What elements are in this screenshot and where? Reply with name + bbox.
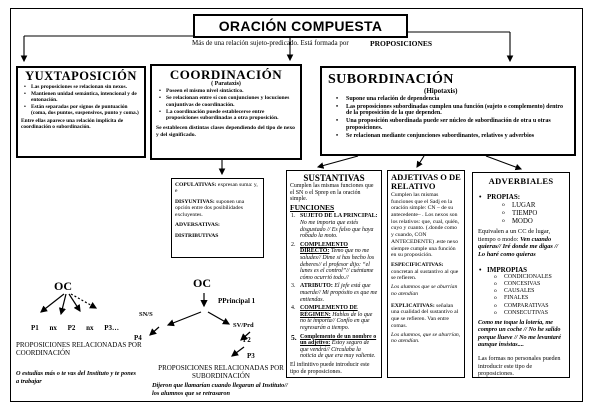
coordinacion-title: COORDINACIÓN [169, 67, 283, 82]
coordinacion-subtitle: ( Parataxis) [211, 81, 241, 87]
section-term: EXPLICATIVAS: [391, 302, 435, 309]
page-title: ORACIÓN COMPUESTA [218, 18, 383, 34]
adjetivas-section [391, 262, 461, 298]
tree-subordinacion-example: Dijeron que llamarían cuando llegaran al Instituto// los alumnos que se retrasaron [152, 382, 288, 397]
item-example: Estoy seguro de que vendrá// Circulaba la noticia de que era muy valiente. [300, 340, 376, 360]
term-label: ADVERSATIVAS: [175, 222, 220, 229]
bullet-item: • Las proposiciones se relacionan sin nexos. [24, 84, 141, 90]
bullet-item: • Se relacionan mediante conjunciones subordinantes, relativos y adverbios [336, 133, 568, 140]
section-text: concretan al sustantivo al que se refieren. [391, 268, 459, 282]
impropias-example: Como me toque la lotería, me compro un coche // No he salido porque llueve // No me levantaré aunque insistas.... [478, 318, 562, 348]
propias-label: • PROPIAS: [478, 193, 564, 201]
yuxtaposicion-bullets [24, 84, 141, 116]
adverbiales-title: ADVERBIALES [488, 176, 554, 186]
subtitle-text: Más de una relación sujeto-predicado. Está formada por [192, 39, 349, 47]
tree-leaf: P2 [67, 324, 76, 332]
impropias-item: o CONSECUTIVAS [494, 310, 564, 317]
subordinacion-bullets [336, 96, 568, 139]
impropias-item: o FINALES [494, 295, 564, 302]
adjetivas-intro: Cumplen las mismas funciones que el Sadj en la oración simple: CN – de su antecedente– . Los nexos son los relativos: que, cual, quién, cuyo y cuanto. (.donde como y cuando, CON ANTECEDENTE) .este nexo siempre cumple una función en su proposición. [391, 191, 460, 259]
funcion-item [290, 242, 378, 282]
item-number: 1. [291, 213, 296, 220]
propias-item: o TIEMPO [502, 210, 564, 218]
tree-subordinacion-root: OC [193, 276, 211, 290]
item-number: 5. [291, 332, 297, 342]
section-example: Los alumnos, que se aburrían, no atendían. [391, 331, 461, 345]
tree-node-svprd: SV/Prd [233, 322, 254, 329]
item-label: ATRIBUTO: [300, 283, 333, 290]
tree-coordinacion-caption: PROPOSICIONES RELACIONADAS POR COORDINACIÓN [16, 341, 142, 358]
coordinacion-footer: Se establecen distintas clases dependiendo del tipo de nexo y del significado. [156, 125, 295, 138]
section-text: señalan una cualidad del sustantivo al que se refieren. Van entre comas. [391, 302, 459, 329]
item-example: El jefe está que muerde// Mi propósito es que me entiendas. [300, 283, 378, 303]
funcion-item [290, 305, 378, 331]
bullet-item: • Poseen el mismo nivel sintáctico. [159, 88, 296, 94]
section-example: Los alumnos que se aburrían no atendían [391, 284, 458, 297]
impropias-item: o COMPARATIVAS [494, 303, 564, 310]
tree-leaf: nx [49, 324, 57, 332]
tree-node-p4: P4 [134, 334, 142, 342]
bullet-item: • Las proposiciones subordinadas cumplen una función (sujeto o complemento) dentro de la proposición de la que dependen. [336, 104, 568, 117]
adjetivas-title: ADJETIVAS O DE RELATIVO [391, 172, 461, 191]
item-label: COMPLEMENTO DIRECTO: [300, 241, 348, 255]
sustantivas-title: SUSTANTIVAS [303, 173, 365, 183]
coordinacion-bullets [159, 88, 296, 121]
propias-item: o LUGAR [502, 202, 564, 210]
adjetivas-section [391, 303, 461, 345]
item-label: COMPLEMENTO DE RÉGIMEN: [300, 305, 358, 318]
adverbiales-footer: Las formas no personales pueden introducir este tipo de proposiciones. [478, 355, 561, 378]
bullet-item: • La coordinación puede establecerse entre proposiciones subordinadas a otra proposición. [159, 109, 296, 122]
item-example: No me importa que estés disgustado // Es falso que haya robado la moto. [300, 219, 374, 240]
tree-node-p2: P2 [243, 336, 251, 344]
yuxtaposicion-title: YUXTAPOSICIÓN [25, 69, 137, 83]
propias-description: Equivalen a un CC de lugar, tiempo o modo: [478, 228, 551, 243]
propias-item: o MODO [502, 218, 564, 226]
bullet-item: • Una proposición subordinada puede ser núcleo de subordinación de otra u otras proposiciones. [336, 118, 568, 131]
coordinacion-box [150, 64, 302, 160]
sustantivas-footer: El infinitivo puede introducir este tipo de proposiciones. [290, 362, 370, 375]
bullet-item: • Están separadas por signos de puntuación (coma, dos puntos, suspensivos, punto y coma.) [24, 104, 141, 116]
funcion-item [290, 283, 378, 303]
subordinacion-box [320, 66, 576, 156]
subordinacion-title: SUBORDINACIÓN [328, 72, 454, 87]
bullet-item: • Supone una relación de dependencia [336, 96, 568, 103]
tree-leaf: P1 [31, 324, 39, 332]
item-example: Hablas de lo que no te importa// Confío en que regresarán a tiempo. [300, 311, 373, 332]
subordinacion-subtitle: (Hipotaxis) [424, 87, 458, 95]
tree-subordinacion-caption: PROPOSICIONES RELACIONADAS POR SUBORDINACIÓN [158, 364, 284, 381]
item-label: SUJETO DE LA PRINCIPAL: [300, 213, 378, 220]
item-number: 4. [291, 305, 296, 312]
copulativas-item [175, 222, 260, 228]
adjetivas-box [387, 170, 465, 378]
tree-node-pprincipal: PPrincipal 1 [218, 297, 256, 305]
funcion-item [290, 334, 378, 360]
copulativas-item [175, 182, 260, 195]
impropias-item: o CAUSALES [494, 288, 564, 295]
tree-leaf: P3… [104, 324, 119, 332]
bullet-item: • Se relacionan entre sí con conjunciones y locuciones conjuntivas de coordinación. [159, 95, 296, 108]
adverbiales-box [472, 172, 570, 378]
copulativas-box [171, 178, 264, 258]
term-label: COPULATIVAS: [175, 182, 217, 188]
term-label: DISTRIBUTIVAS [175, 232, 219, 239]
item-number: 2. [291, 241, 296, 248]
copulativas-item [175, 199, 260, 218]
sustantivas-box [286, 170, 382, 378]
item-example: Temo que no me saludes// Dime si has hecho los deberes// el profesor dijo: “el lunes es el control”// cuéntame cómo ocurrió todo.// [300, 248, 375, 281]
bullet-item: • Mantienen unidad semántica, intencional y de entonación. [24, 91, 141, 103]
impropias-item: o CONDICIONALES [494, 274, 564, 281]
impropias-item: o CONCESIVAS [494, 281, 564, 288]
propias-example: Ven cuando quieras// Iré donde me digas // Lo haré como quieras [478, 235, 559, 259]
section-term: ESPECIFICATIVAS: [391, 262, 444, 269]
subtitle-emphasis: PROPOSICIONES [370, 38, 433, 48]
propias-text [478, 228, 564, 259]
tree-node-p3: P3 [247, 352, 255, 360]
yuxtaposicion-footer: Entre ellas aparece una relación implícita de coordinación o subordinación. [21, 118, 124, 131]
tree-leaf: nx [86, 324, 94, 332]
sustantivas-heading: FUNCIONES [290, 202, 335, 212]
tree-coordinacion-leaves [31, 324, 119, 332]
item-label: Complemento de un nombre o un adjetivo: [300, 333, 377, 347]
sustantivas-intro: Cumplen las mismas funciones que el SN o el Sprep en la oración simple. [290, 183, 374, 203]
term-text: expresan suma: y, e [175, 182, 258, 195]
term-text: suponen una opción entre dos posibilidades excluyentes. [175, 198, 245, 218]
copulativas-item [175, 233, 260, 239]
tree-coordinacion-root: OC [54, 279, 72, 293]
tree-coordinacion-example: O estudias más o te vas del Instituto y te pones a trabajar [16, 370, 136, 385]
tree-node-sns: SN/S [139, 311, 153, 318]
impropias-label: • IMPROPIAS [478, 266, 564, 274]
item-number: 3. [291, 283, 296, 290]
term-label: DISYUNTIVAS: [175, 198, 215, 205]
yuxtaposicion-box [16, 66, 146, 158]
funcion-item [290, 213, 378, 239]
title-box [193, 14, 408, 38]
